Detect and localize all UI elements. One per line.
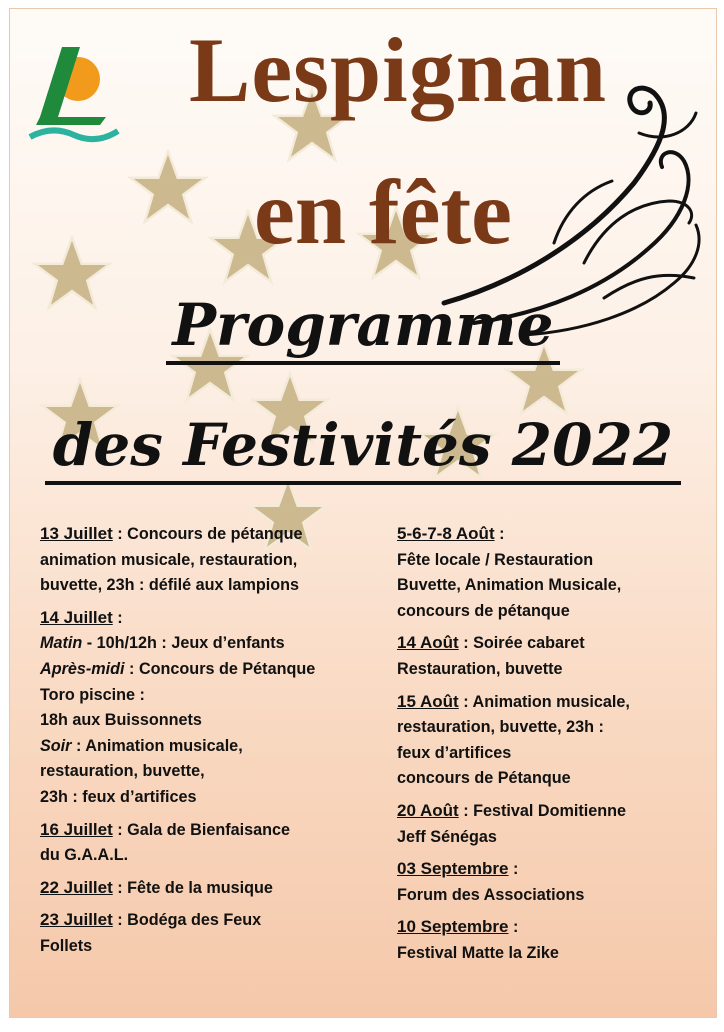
subtitle-line-1: [10, 291, 716, 359]
event-text: : Animation musicale,: [71, 736, 243, 755]
event-line: [397, 715, 707, 741]
subtitle-festivites: des Festivités 2022: [45, 411, 681, 485]
event-line: [40, 605, 385, 632]
program-event: [40, 521, 385, 599]
program-event: [40, 605, 385, 811]
event-date: 16 Juillet: [40, 819, 113, 839]
event-line: [40, 521, 385, 548]
event-line: [397, 689, 707, 716]
event-text: restauration, buvette, 23h :: [397, 718, 604, 737]
event-text: Toro piscine :: [40, 685, 145, 704]
event-text: : Gala de Bienfaisance: [112, 820, 290, 839]
event-line: [40, 817, 385, 844]
title-line-1: Lespignan: [188, 19, 608, 121]
event-line: [397, 630, 707, 657]
event-text: restauration, buvette,: [40, 762, 205, 781]
event-period: Matin: [40, 634, 83, 653]
event-text: : Soirée cabaret: [458, 634, 585, 653]
event-line: [40, 875, 385, 902]
event-text: :: [112, 608, 123, 627]
program-event: [40, 875, 385, 902]
program-event: [40, 907, 385, 959]
title-line-2: en fête: [254, 161, 512, 263]
event-text: du G.A.A.L.: [40, 846, 129, 865]
event-line: [397, 856, 707, 883]
event-period: Soir: [40, 736, 72, 755]
event-text: Restauration, buvette: [397, 659, 563, 678]
event-text: Forum des Associations: [397, 885, 585, 904]
event-line: [40, 548, 385, 574]
event-text: concours de Pétanque: [397, 769, 571, 788]
event-date: 03 Septembre: [397, 859, 509, 879]
event-text: Follets: [40, 936, 93, 955]
event-date: 14 Juillet: [40, 607, 113, 627]
event-date: 15 Août: [397, 691, 459, 711]
event-text: Fête locale / Restauration: [397, 550, 594, 569]
event-line: [397, 941, 707, 967]
event-date: 13 Juillet: [40, 524, 113, 543]
event-line: [397, 825, 707, 851]
event-line: [397, 741, 707, 767]
event-line: [40, 907, 385, 934]
program-event: [397, 689, 707, 792]
event-text: :: [508, 860, 519, 879]
subtitle-programme: Programme: [166, 291, 559, 365]
event-text: feux d’artifices: [397, 743, 512, 762]
event-text: : Festival Domitienne: [458, 801, 627, 820]
program-event: [40, 817, 385, 869]
event-text: : Bodéga des Feux: [112, 911, 262, 930]
event-text: : Concours de Pétanque: [124, 659, 316, 678]
event-line: [397, 766, 707, 792]
event-line: [397, 521, 707, 548]
event-date: 20 Août: [397, 800, 459, 820]
program-event: [397, 798, 707, 850]
program-left-column: [40, 521, 385, 966]
program-event: [397, 630, 707, 682]
event-text: - 10h/12h : Jeux d’enfants: [82, 634, 285, 653]
program-event: [397, 914, 707, 966]
event-text: buvette, 23h : défilé aux lampions: [40, 576, 300, 595]
event-date: 5-6-7-8 Août: [397, 524, 495, 543]
event-text: :: [508, 918, 519, 937]
event-line: [40, 683, 385, 709]
event-text: concours de pétanque: [397, 601, 570, 620]
event-text: Festival Matte la Zike: [397, 943, 559, 962]
event-line: [40, 934, 385, 960]
subtitle-line-2: [10, 411, 716, 479]
program-event: [397, 856, 707, 908]
event-text: animation musicale, restauration,: [40, 550, 298, 569]
event-line: [397, 798, 707, 825]
program-right-column: [397, 521, 707, 973]
event-date: 23 Juillet: [40, 910, 113, 930]
event-line: [40, 759, 385, 785]
event-line: [397, 883, 707, 909]
event-line: [397, 573, 707, 599]
event-line: [40, 785, 385, 811]
event-text: Buvette, Animation Musicale,: [397, 576, 622, 595]
event-text: Jeff Sénégas: [397, 827, 497, 846]
event-line: [397, 548, 707, 574]
event-text: : Concours de pétanque: [112, 525, 303, 543]
event-text: : Animation musicale,: [458, 692, 630, 711]
poster: [9, 8, 717, 1018]
event-date: 22 Juillet: [40, 877, 113, 897]
event-line: [40, 631, 385, 657]
event-line: [40, 734, 385, 760]
event-line: [40, 657, 385, 683]
event-line: [40, 708, 385, 734]
event-line: [397, 657, 707, 683]
event-text: : Fête de la musique: [112, 878, 273, 897]
event-line: [40, 843, 385, 869]
event-text: 18h aux Buissonnets: [40, 711, 202, 730]
program-event: [397, 521, 707, 624]
event-date: 10 Septembre: [397, 917, 509, 937]
event-text: :: [494, 525, 505, 543]
event-line: [397, 914, 707, 941]
event-date: 14 Août: [397, 633, 459, 653]
event-text: 23h : feux d’artifices: [40, 787, 197, 806]
event-period: Après-midi: [40, 659, 125, 678]
event-line: [397, 599, 707, 625]
event-line: [40, 573, 385, 599]
